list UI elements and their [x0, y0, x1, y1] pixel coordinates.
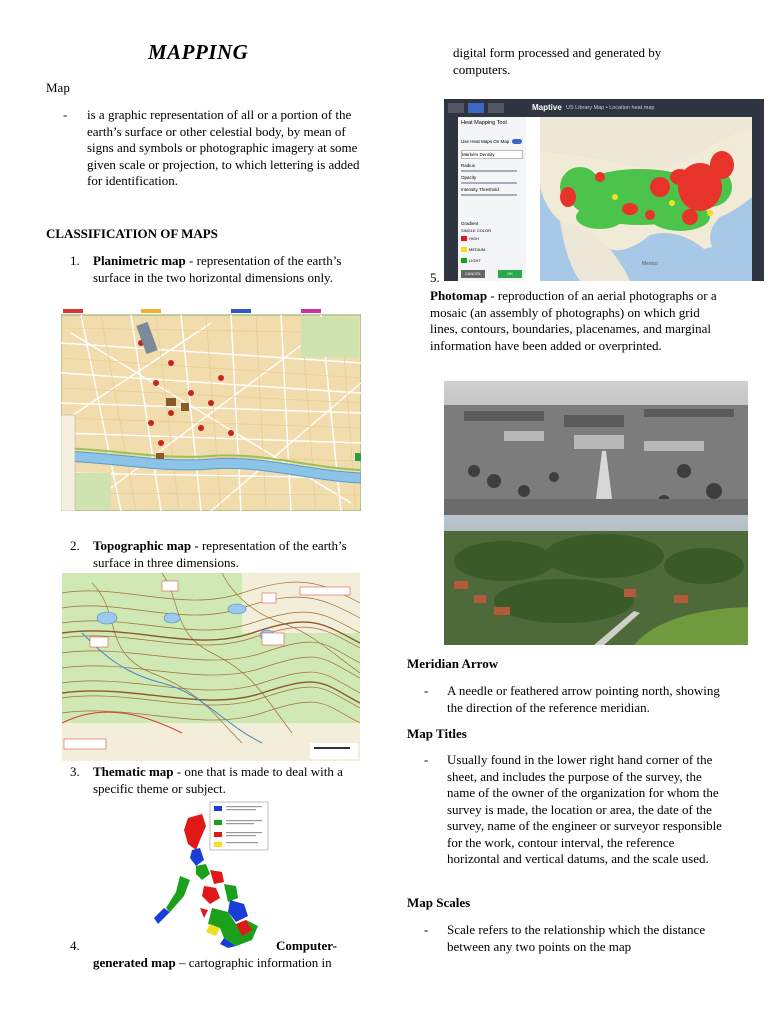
map-titles-text: Usually found in the lower right hand corner of the sheet, and includes the purpose of the survey, the name of the owner of the organization for whom the survey is made, the location or area, the date of the survey, name of the engineer or surveyor responsible for the work, contour interval, the reference horizontal and vertical datums, and the scale used.	[447, 752, 722, 866]
radius-label: Radius	[461, 163, 476, 168]
intensity-label: Intensity Threshold	[461, 187, 499, 192]
item-term: Planimetric map	[93, 253, 186, 268]
medium-swatch	[461, 247, 467, 252]
density-select[interactable]: Markers Density	[461, 150, 523, 159]
item-term-part2: generated map	[93, 955, 176, 970]
single-color-option[interactable]: SINGLE COLOR	[461, 228, 492, 233]
map-term: Map	[46, 80, 70, 95]
city-label: Mexico	[642, 261, 658, 267]
radius-slider[interactable]	[461, 170, 517, 172]
ok-button[interactable]: OK	[498, 270, 522, 278]
opacity-label: Opacity	[461, 175, 477, 180]
planimetric-map-item	[93, 253, 363, 286]
us-heatmap	[540, 117, 752, 281]
meridian-arrow-text: A needle or feathered arrow pointing north, showing the direction of the reference meridian.	[447, 683, 720, 715]
intensity-slider[interactable]	[461, 194, 517, 196]
gradient-label: Gradient	[461, 221, 479, 226]
app-name: Maptive	[532, 103, 562, 112]
page-title: MAPPING	[148, 40, 249, 64]
photomap-term: Photomap	[430, 288, 488, 303]
map-tab	[468, 103, 484, 113]
legend-light: LIGHT	[469, 258, 481, 263]
computer-generated-map-item	[93, 955, 368, 972]
heatmap-screenshot	[444, 99, 768, 281]
classification-heading: CLASSIFICATION OF MAPS	[46, 226, 218, 241]
item-desc: – cartographic information in	[175, 955, 332, 970]
item-number: 1.	[70, 253, 80, 268]
cancel-button[interactable]: CANCEL	[461, 270, 485, 278]
toggle-label: Use Heat Maps On Map	[461, 139, 510, 144]
map-titles-heading: Map Titles	[407, 726, 467, 741]
item-term-part1: Computer-	[276, 938, 337, 953]
legend-high: HIGH	[469, 236, 479, 241]
heat-mapping-panel	[458, 117, 527, 281]
high-swatch	[461, 236, 467, 241]
item-number: 4.	[70, 938, 80, 953]
map-definition: is a graphic representation of all or a portion of the earth’s surface or other celestial body, by mean of signs and symbols or photographic imagery at some given scale or projection, to which lettering is added for identification.	[87, 107, 360, 188]
topographic-map-image	[62, 573, 360, 761]
bullet-dash: -	[63, 107, 68, 122]
left-rail	[444, 117, 458, 281]
item-term: Topographic map	[93, 538, 192, 553]
bullet-dash: -	[424, 683, 429, 698]
meridian-arrow-heading: Meridian Arrow	[407, 656, 499, 671]
map-scales-heading: Map Scales	[407, 895, 471, 910]
computer-generated-continuation: digital form processed and generated by computers.	[453, 45, 662, 77]
photomap-desc: - reproduction of an aerial photographs or a mosaic (an assembly of photographs) on which grid lines, contours, boundaries, placenames, and marginal information have been added or overprinted.	[430, 288, 717, 353]
heatmap-toggle[interactable]	[512, 139, 522, 144]
data-tab	[488, 103, 504, 113]
item-desc: - representation of the earth’s surface in three dimensions.	[93, 538, 347, 570]
planimetric-map-image	[61, 303, 361, 519]
topographic-map-item	[93, 538, 363, 571]
legend-medium: MEDIUM	[469, 247, 486, 252]
bullet-dash: -	[424, 922, 429, 937]
breadcrumb: US Library Map • Location heat map	[566, 105, 655, 111]
thematic-map-item	[93, 764, 363, 797]
opacity-slider[interactable]	[461, 182, 517, 184]
tool-strip	[526, 117, 541, 281]
right-rail	[752, 117, 764, 281]
map-scales-text: Scale refers to the relationship which the distance between any two points on the map	[447, 922, 706, 954]
item-number: 5.	[430, 270, 440, 285]
item-desc: - representation of the earth’s surface in the two horizontal dimensions only.	[93, 253, 342, 285]
home-tab	[448, 103, 464, 113]
thematic-map-image	[140, 800, 270, 948]
item-term: Thematic map	[93, 764, 174, 779]
photomap-image	[444, 381, 748, 645]
item-number: 3.	[70, 764, 80, 779]
bullet-dash: -	[424, 752, 429, 767]
tool-title: Heat Mapping Tool	[461, 120, 507, 126]
item-desc: - one that is made to deal with a specific theme or subject.	[93, 764, 343, 796]
item-number: 2.	[70, 538, 80, 553]
photomap-item	[430, 288, 730, 354]
light-swatch	[461, 258, 467, 263]
heatmap-topbar	[444, 99, 764, 117]
